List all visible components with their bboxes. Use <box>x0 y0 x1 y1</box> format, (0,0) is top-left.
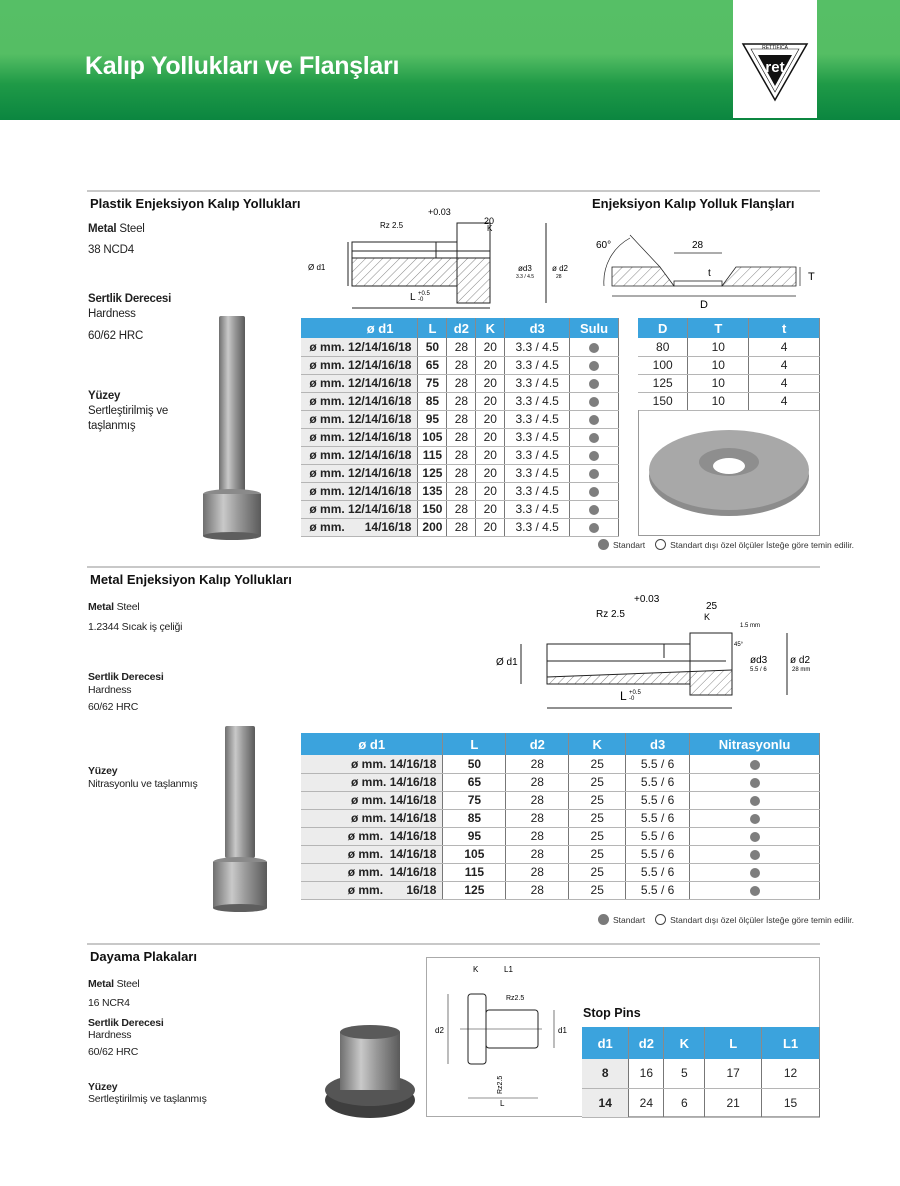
stop-pin-table <box>582 1027 820 1118</box>
table-row: ø mm. 12/14/16/18 75 28 20 3.3 / 4.5 <box>301 374 619 392</box>
svg-text:ret: ret <box>765 59 785 76</box>
brand-logo <box>733 0 817 118</box>
svg-text:d1: d1 <box>558 1026 567 1035</box>
svg-text:+0.5: +0.5 <box>418 291 430 297</box>
svg-text:ø d2: ø d2 <box>552 264 569 273</box>
section-divider <box>87 566 820 568</box>
standard-dot-icon <box>570 482 619 500</box>
plastic-spec-hardness: Sertlik Derecesi Hardness 60/62 HRC <box>88 293 172 342</box>
table-row: ø mm. 12/14/16/18 105 28 20 3.3 / 4.5 <box>301 428 619 446</box>
flange-drawing <box>590 220 820 312</box>
table-row: ø mm. 12/14/16/18 135 28 20 3.3 / 4.5 <box>301 482 619 500</box>
svg-text:+0.03: +0.03 <box>634 594 660 605</box>
svg-text:t: t <box>708 268 711 279</box>
svg-text:45°: 45° <box>734 642 744 648</box>
table-row: ø mm. 14/16/18 75 28 25 5.5 / 6 <box>301 791 820 809</box>
svg-text:-0: -0 <box>629 696 635 702</box>
standard-dot-icon <box>690 809 820 827</box>
svg-text:ød3: ød3 <box>750 655 768 666</box>
standard-dot-icon <box>598 914 609 925</box>
stop-spec-hardness: Sertlik Derecesi Hardness 60/62 HRC <box>88 1017 164 1058</box>
flange-photo-frame <box>638 410 820 536</box>
svg-text:Rz2.5: Rz2.5 <box>497 1075 504 1094</box>
svg-text:Rz2.5: Rz2.5 <box>506 995 525 1002</box>
table-row: ø mm. 12/14/16/18 65 28 20 3.3 / 4.5 <box>301 356 619 374</box>
svg-text:25: 25 <box>706 601 718 612</box>
svg-text:20: 20 <box>484 216 495 226</box>
table-row: ø mm. 14/16/18 95 28 25 5.5 / 6 <box>301 827 820 845</box>
plastic-legend: Standart Standart dışı özel ölçüler İsteğe göre temin edilir. <box>598 539 854 550</box>
standard-dot-icon <box>690 863 820 881</box>
table-row: ø mm. 12/14/16/18 150 28 20 3.3 / 4.5 <box>301 500 619 518</box>
standard-dot-icon <box>690 827 820 845</box>
table-header-row: D T t <box>638 318 820 338</box>
standard-dot-icon <box>570 464 619 482</box>
standard-dot-icon <box>570 518 619 536</box>
table-row: ø mm. 16/18 125 28 25 5.5 / 6 <box>301 881 820 899</box>
table-row: 100 10 4 <box>638 356 820 374</box>
metal-section-title: Metal Enjeksiyon Kalıp Yollukları <box>90 572 292 587</box>
table-row: 8 16 5 17 12 <box>582 1059 820 1088</box>
stop-pin-drawing <box>430 960 570 1110</box>
svg-text:K: K <box>704 612 711 622</box>
stop-pins-subtitle: Stop Pins <box>583 1006 641 1020</box>
table-header-row: d1 d2 K L L1 <box>582 1027 820 1059</box>
metal-spec-metal: Metal Steel 1.2344 Sıcak iş çeliği <box>88 601 183 633</box>
svg-text:28: 28 <box>692 240 704 251</box>
svg-text:Rz 2.5: Rz 2.5 <box>380 221 404 230</box>
table-row: 125 10 4 <box>638 374 820 392</box>
standard-dot-icon <box>570 374 619 392</box>
table-row: ø mm. 12/14/16/18 50 28 20 3.3 / 4.5 <box>301 338 619 356</box>
svg-text:1.5 mm: 1.5 mm <box>740 623 761 629</box>
table-row: ø mm. 14/16/18 50 28 25 5.5 / 6 <box>301 755 820 773</box>
svg-text:D: D <box>700 299 708 311</box>
standard-dot-icon <box>690 755 820 773</box>
svg-text:L1: L1 <box>504 965 513 974</box>
svg-text:T: T <box>808 271 815 283</box>
svg-text:ø d2: ø d2 <box>790 655 811 666</box>
svg-text:-0: -0 <box>418 297 424 303</box>
standard-dot-icon <box>570 338 619 356</box>
plastic-section-title: Plastik Enjeksiyon Kalıp Yollukları <box>90 196 301 211</box>
section-divider <box>87 943 820 945</box>
table-row: ø mm. 14/16/18 200 28 20 3.3 / 4.5 <box>301 518 619 536</box>
plastic-sprue-photo <box>195 312 275 542</box>
section-divider <box>87 190 820 192</box>
metal-spec-surface: Yüzey Nitrasyonlu ve taşlanmış <box>88 765 198 790</box>
stop-section-title: Dayama Plakaları <box>90 949 197 964</box>
standard-dot-icon <box>570 500 619 518</box>
table-row: ø mm. 12/14/16/18 125 28 20 3.3 / 4.5 <box>301 464 619 482</box>
standard-dot-icon <box>570 392 619 410</box>
plastic-spec-surface: Yüzey Sertleştirilmiş ve taşlanmış <box>88 390 169 432</box>
table-row: ø mm. 14/16/18 105 28 25 5.5 / 6 <box>301 845 820 863</box>
metal-sprue-drawing <box>490 590 830 715</box>
metal-spec-hardness: Sertlik Derecesi Hardness 60/62 HRC <box>88 671 164 713</box>
plastic-spec-metal: Metal Steel 38 NCD4 <box>88 223 145 256</box>
page-title: Kalıp Yollukları ve Flanşları <box>85 52 400 80</box>
svg-text:28 mm: 28 mm <box>792 667 811 673</box>
standard-dot-icon <box>570 428 619 446</box>
svg-text:L: L <box>410 292 416 303</box>
table-row: ø mm. 14/16/18 85 28 25 5.5 / 6 <box>301 809 820 827</box>
svg-text:K: K <box>473 965 479 974</box>
standard-dot-icon <box>570 410 619 428</box>
custom-ring-icon <box>655 914 666 925</box>
svg-text:L: L <box>620 689 627 703</box>
metal-legend: Standart Standart dışı özel ölçüler İsteğe göre temin edilir. <box>598 914 854 925</box>
table-row: 80 10 4 <box>638 338 820 356</box>
svg-text:L: L <box>500 1099 505 1108</box>
svg-text:60°: 60° <box>596 240 612 251</box>
table-header-row: ø d1 L d2 K d3 Sulu <box>301 318 619 338</box>
standard-dot-icon <box>690 881 820 899</box>
custom-ring-icon <box>655 539 666 550</box>
metal-sprue-table <box>301 733 820 900</box>
stop-spec-metal: Metal Steel 16 NCR4 <box>88 978 140 1009</box>
standard-dot-icon <box>570 446 619 464</box>
standard-dot-icon <box>690 845 820 863</box>
table-header-row: ø d1 L d2 K d3 Nitrasyonlu <box>301 733 820 755</box>
svg-text:3.3 / 4.5: 3.3 / 4.5 <box>516 274 535 280</box>
svg-text:K: K <box>487 224 493 233</box>
svg-text:d2: d2 <box>435 1026 444 1035</box>
plastic-sprue-drawing <box>300 205 570 315</box>
table-row: ø mm. 12/14/16/18 85 28 20 3.3 / 4.5 <box>301 392 619 410</box>
svg-text:5.5 / 6: 5.5 / 6 <box>750 667 767 673</box>
stop-spec-surface: Yüzey Sertleştirilmiş ve taşlanmış <box>88 1081 207 1105</box>
svg-text:Ø d1: Ø d1 <box>308 263 326 272</box>
ret-logo-icon <box>741 42 809 102</box>
svg-text:ød3: ød3 <box>518 264 532 273</box>
standard-dot-icon <box>570 356 619 374</box>
svg-text:28: 28 <box>556 274 562 280</box>
table-row: 14 24 6 21 15 <box>582 1088 820 1117</box>
flange-table <box>638 318 820 411</box>
svg-text:Rz 2.5: Rz 2.5 <box>596 609 625 620</box>
plastic-sprue-table <box>301 318 619 537</box>
svg-text:+0.03: +0.03 <box>428 207 451 217</box>
table-row: ø mm. 14/16/18 65 28 25 5.5 / 6 <box>301 773 820 791</box>
stop-pin-photo <box>320 1022 420 1122</box>
svg-text:RETTIFICA: RETTIFICA <box>762 45 788 51</box>
table-row: ø mm. 12/14/16/18 115 28 20 3.3 / 4.5 <box>301 446 619 464</box>
svg-text:Ø d1: Ø d1 <box>496 657 518 668</box>
standard-dot-icon <box>598 539 609 550</box>
standard-dot-icon <box>690 791 820 809</box>
table-row: 150 10 4 <box>638 392 820 410</box>
table-row: ø mm. 14/16/18 115 28 25 5.5 / 6 <box>301 863 820 881</box>
metal-sprue-photo <box>205 724 275 914</box>
table-row: ø mm. 12/14/16/18 95 28 20 3.3 / 4.5 <box>301 410 619 428</box>
svg-text:+0.5: +0.5 <box>629 690 641 696</box>
flange-section-title: Enjeksiyon Kalıp Yolluk Flanşları <box>592 196 795 211</box>
standard-dot-icon <box>690 773 820 791</box>
flange-photo <box>639 410 819 534</box>
